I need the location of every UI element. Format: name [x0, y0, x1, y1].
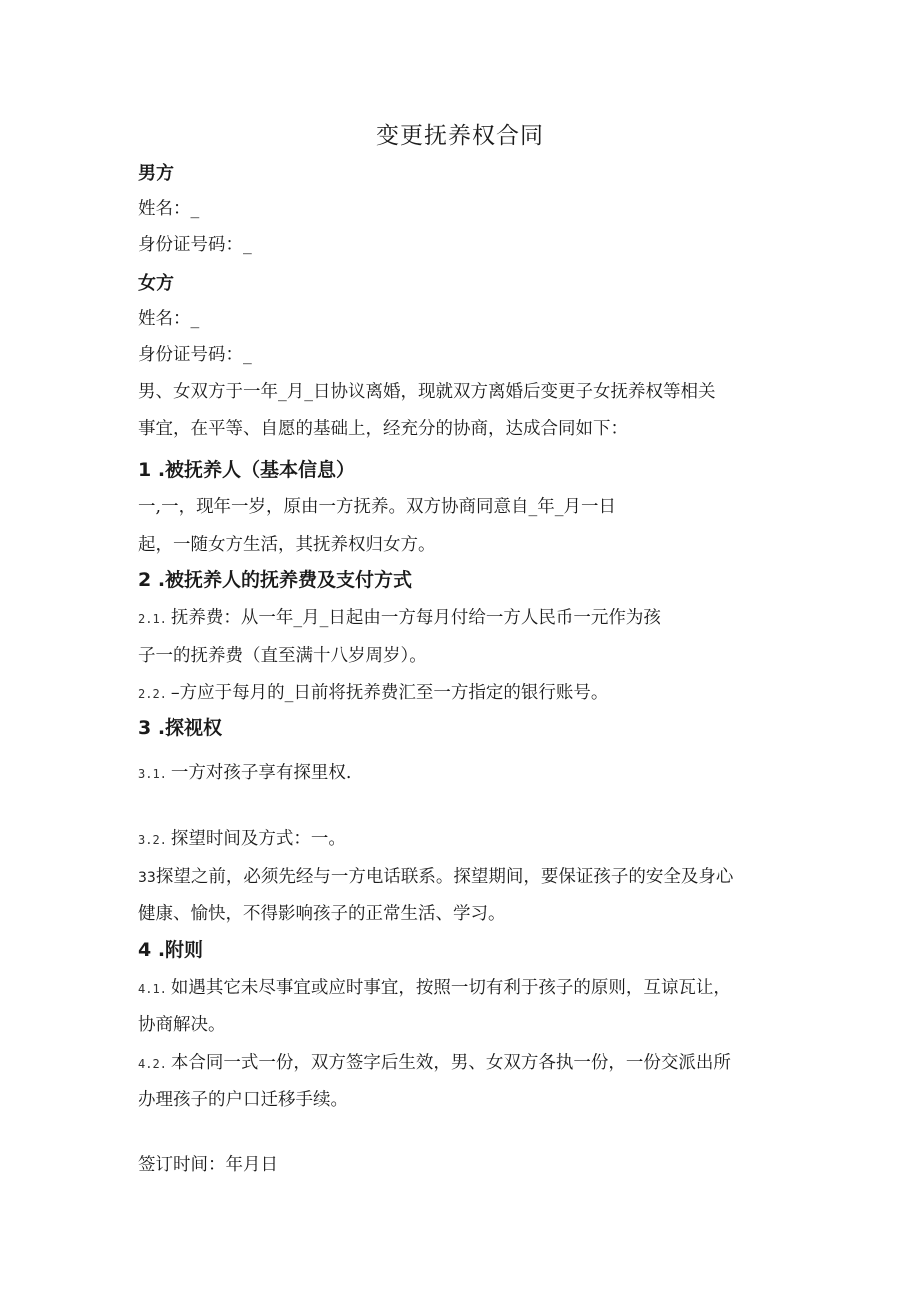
section-3-item-2	[138, 831, 346, 849]
intro-line-1: 男、女双方于一年_月_日协议离婚，现就双方离婚后变更子女抚养权等相关	[138, 382, 716, 402]
section-1-line-1: 一,一，现年一岁，原由一方抚养。双方协商同意自_年_月一日	[138, 497, 617, 517]
document-title: 变更抚养权合同	[376, 123, 544, 149]
female-name-line: 姓名：_	[138, 309, 200, 329]
section-3-heading: 3 .探视权	[138, 717, 223, 739]
section-3-item-3	[138, 869, 733, 887]
male-id-line: 身份证号码：_	[138, 235, 252, 255]
item-number: 3.1.	[138, 767, 167, 781]
section-4-item-1	[138, 980, 731, 998]
section-3-item-1	[138, 765, 351, 783]
male-label: 男方	[138, 163, 174, 184]
section-2-item-1-cont: 子一的抚养费（直至满十八岁周岁）。	[138, 646, 427, 666]
section-4-heading: 4 .附则	[138, 939, 204, 961]
signing-date-line: 签订时间：年月日	[138, 1155, 278, 1175]
item-prefix: 33	[138, 870, 156, 886]
item-number: 2.1.	[138, 612, 167, 626]
item-text: 如遇其它未尽事宜或应时事宜，按照一切有利于孩子的原则，互谅瓦让，	[170, 978, 731, 998]
item-text: 抚养费：从一年_月_日起由一方每月付给一方人民币一元作为孩	[170, 608, 661, 628]
section-2-item-2	[138, 685, 608, 703]
item-text: 本合同一式一份，双方签字后生效，男、女双方各执一份，一份交派出所	[170, 1053, 731, 1073]
item-number: 4.2.	[138, 1057, 167, 1071]
section-4-item-2	[138, 1055, 731, 1073]
female-label: 女方	[138, 273, 174, 294]
item-number: 3.2.	[138, 833, 167, 847]
section-2-heading: 2 .被抚养人的抚养费及支付方式	[138, 569, 413, 591]
female-id-line: 身份证号码：_	[138, 345, 252, 365]
item-text: –方应于每月的_日前将抚养费汇至一方指定的银行账号。	[170, 683, 609, 703]
item-number: 2.2.	[138, 687, 167, 701]
item-number: 4.1.	[138, 982, 167, 996]
section-1-line-2: 起，一随女方生活，其抚养权归女方。	[138, 535, 436, 555]
section-4-item-1-cont: 协商解决。	[138, 1015, 226, 1035]
item-text: 探望之前，必须先经与一方电话联系。探望期间，要保证孩子的安全及身心	[155, 867, 734, 887]
section-3-item-3-cont: 健康、愉快，不得影响孩子的正常生活、学习。	[138, 904, 506, 924]
male-name-line: 姓名：_	[138, 199, 200, 219]
intro-line-2: 事宜，在平等、自愿的基础上，经充分的协商，达成合同如下：	[138, 419, 628, 439]
section-2-item-1	[138, 610, 661, 628]
item-text: 探望时间及方式：一。	[170, 829, 346, 849]
section-1-heading: 1 .被抚养人（基本信息）	[138, 459, 356, 481]
section-4-item-2-cont: 办理孩子的户口迁移手续。	[138, 1090, 348, 1110]
item-text: 一方对孩子享有探里权.	[170, 763, 352, 783]
